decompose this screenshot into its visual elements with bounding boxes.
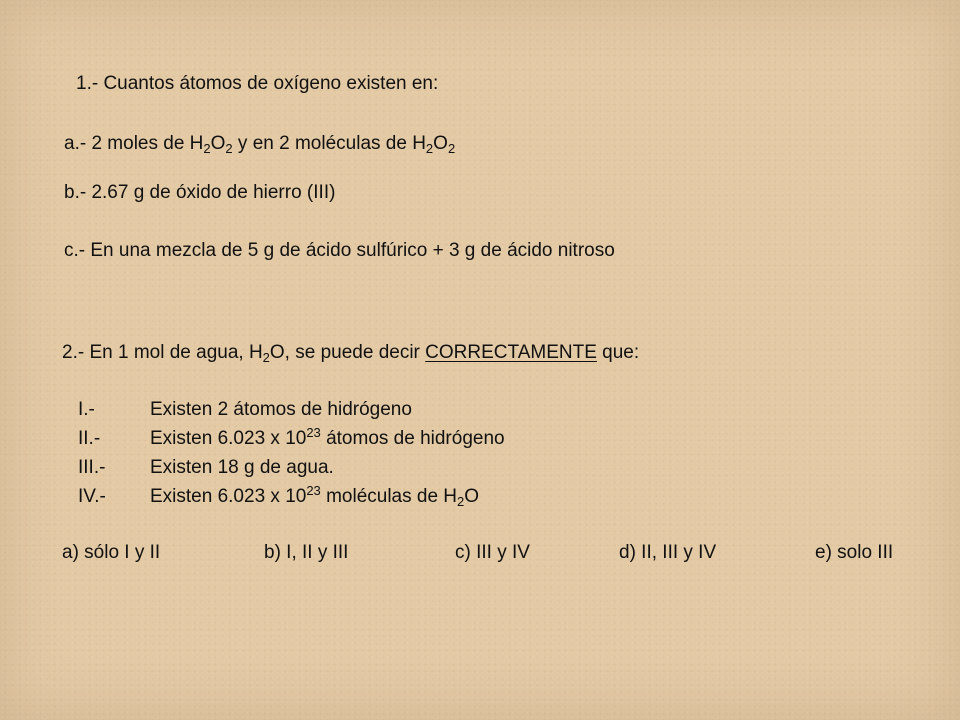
statement-text-part: átomos de hidrógeno xyxy=(320,428,505,449)
item-a-text: O xyxy=(433,133,448,154)
subscript: 2 xyxy=(447,141,456,156)
option-d: d) II, III y IV xyxy=(619,542,717,563)
question-2-title xyxy=(62,342,639,364)
statement-text: Existen 18 g de agua. xyxy=(150,457,334,478)
superscript: 23 xyxy=(306,425,321,440)
option-e: e) solo III xyxy=(815,542,894,563)
subscript: 2 xyxy=(457,494,465,509)
option-c: c) III y IV xyxy=(455,542,530,563)
question-1-item-c: c.- En una mezcla de 5 g de ácido sulfúrico + 3 g de ácido nitroso xyxy=(64,240,615,261)
statement-text: Existen 2 átomos de hidrógeno xyxy=(150,399,412,420)
item-a-text: a.- 2 moles de H xyxy=(64,133,204,154)
title-text: 2.- En 1 mol de agua, H xyxy=(62,342,263,363)
underlined-word: CORRECTAMENTE xyxy=(425,342,597,363)
statement-number: II.- xyxy=(78,428,101,449)
title-text: O, se puede decir xyxy=(269,342,426,363)
question-1-item-a xyxy=(64,133,455,155)
statement-text-part: O xyxy=(464,486,480,507)
statement-number: III.- xyxy=(78,457,106,478)
statement-text-part: Existen 6.023 x 10 xyxy=(150,428,307,449)
question-1-item-b: b.- 2.67 g de óxido de hierro (III) xyxy=(64,182,336,203)
question-1-title: 1.- Cuantos átomos de oxígeno existen en: xyxy=(76,73,439,94)
item-a-text: O xyxy=(210,133,226,154)
statement-text xyxy=(150,483,480,509)
title-text: que: xyxy=(596,342,640,363)
item-a-text: y en 2 moléculas de H xyxy=(232,133,426,154)
subscript: 2 xyxy=(225,141,233,156)
option-a: a) sólo I y II xyxy=(62,542,161,563)
subscript: 2 xyxy=(425,141,434,156)
superscript: 23 xyxy=(306,483,321,498)
statement-text-part: Existen 6.023 x 10 xyxy=(150,486,307,507)
statement-text-part: moléculas de H xyxy=(320,486,458,507)
statement-text xyxy=(150,425,505,450)
statement-number: I.- xyxy=(78,399,95,420)
subscript: 2 xyxy=(203,141,211,156)
subscript: 2 xyxy=(262,350,270,365)
statement-number: IV.- xyxy=(78,486,106,507)
option-b: b) I, II y III xyxy=(264,542,349,563)
